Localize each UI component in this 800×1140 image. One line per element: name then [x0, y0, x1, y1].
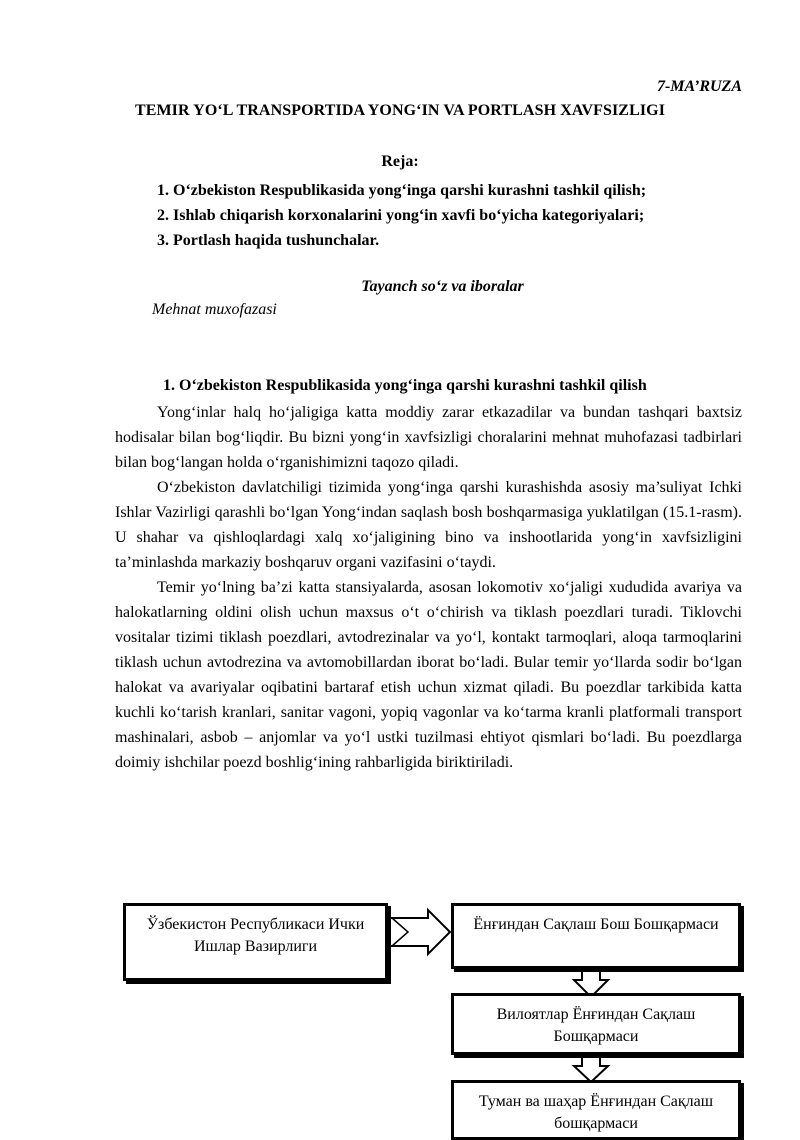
regional-department-label: Вилоятлар Ёнғиндан Сақлаш Бошқармаси [496, 1006, 696, 1045]
regional-department-box [451, 993, 741, 1055]
paragraph: O‘zbekiston davlatchiligi tizimida yong‘inga qarshi kurashishda asosiy ma’suliyat Ichki Ishlar Vazirligi qarashli bo‘lgan Yong‘indan saqlash bosh boshqarmasiga yuklatilgan (15.1-rasm). U shahar va qishloqlardagi xalq xo‘jaligining bino va inshootlarida yong‘in xavfsizligini ta’minlashda markaziy boshqaruv organi vazifasini o‘taydi. [115, 479, 742, 571]
plan-heading: Reja: [381, 153, 419, 170]
section-title: 1. O‘zbekiston Respublikasida yong‘inga qarshi kurashni tashkil qilish [163, 377, 647, 394]
plan-item: 2. Ishlab chiqarish korxonalarini yong‘in xavfi bo‘yicha kategoriyalari; [157, 207, 645, 224]
keywords-heading: Tayanch so‘z va iboralar [361, 278, 524, 295]
district-department-box [451, 1080, 741, 1140]
keyword-item: Mehnat muxofazasi [152, 301, 277, 318]
district-department-label: Туман ва шаҳар Ёнғиндан Сақлаш бошқармаси [478, 1093, 714, 1132]
lecture-title: TEMIR YO‘L TRANSPORTIDA YONG‘IN VA PORTLASH XAVFSIZLIGI [134, 102, 666, 119]
paragraph: Temir yo‘lning ba’zi katta stansiyalarda, asosan lokomotiv xo‘jaligi xududida avariya va halokatlarning oldini olish uchun maxsus o‘t o‘chirish va tiklash poezdlari turadi. Tiklovchi vositalar tizimi tiklash poezdlari, avtodrezinalar va yo‘l, kontakt tarmoqlari, aloqa tarmoqlarini tiklash uchun avtodrezina va avtomobillardan iborat bo‘ladi. Bular temir yo‘llarda sodir bo‘lgan halokat va avariyalar oqibatini bartaraf etish uchun xizmat qiladi. Bu poezdlar tarkibida katta kuchli ko‘tarish kranlari, sanitar vagoni, yopiq vagonlar va ko‘tarma kranli platformali transport mashinalari, asbob – anjomlar va yo‘l ustki tuzilmasi ehtiyot qismlari bo‘ladi. Bu poezdlarga doimiy ishchilar poezd boshlig‘ining rahbarligida biriktiriladi. [115, 579, 742, 771]
down-arrow-icon [574, 1055, 608, 1082]
plan-item: 1. O‘zbekiston Respublikasida yong‘inga qarshi kurashni tashkil qilish; [157, 182, 647, 199]
ministry-box [123, 903, 388, 981]
right-arrow-icon [388, 910, 450, 954]
ministry-label: Ўзбекистон Республикаси Ички Ишлар Вазирлиги [146, 916, 365, 955]
lecture-number: 7-MA’RUZA [656, 78, 742, 95]
main-department-box [451, 903, 741, 969]
main-department-label: Ёнғиндан Сақлаш Бош Бошқармаси [473, 916, 719, 933]
paragraph: Yong‘inlar halq ho‘jaligiga katta moddiy zarar etkazadilar va bundan tashqari baxtsiz hodisalar bilan bog‘liqdir. Bu bizni yong‘in xavfsizligi choralarini mehnat muhofazasi tadbirlari bilan bog‘langan holda o‘rganishimizni taqozo qiladi. [115, 404, 742, 471]
plan-item: 3. Portlash haqida tushunchalar. [157, 232, 380, 249]
